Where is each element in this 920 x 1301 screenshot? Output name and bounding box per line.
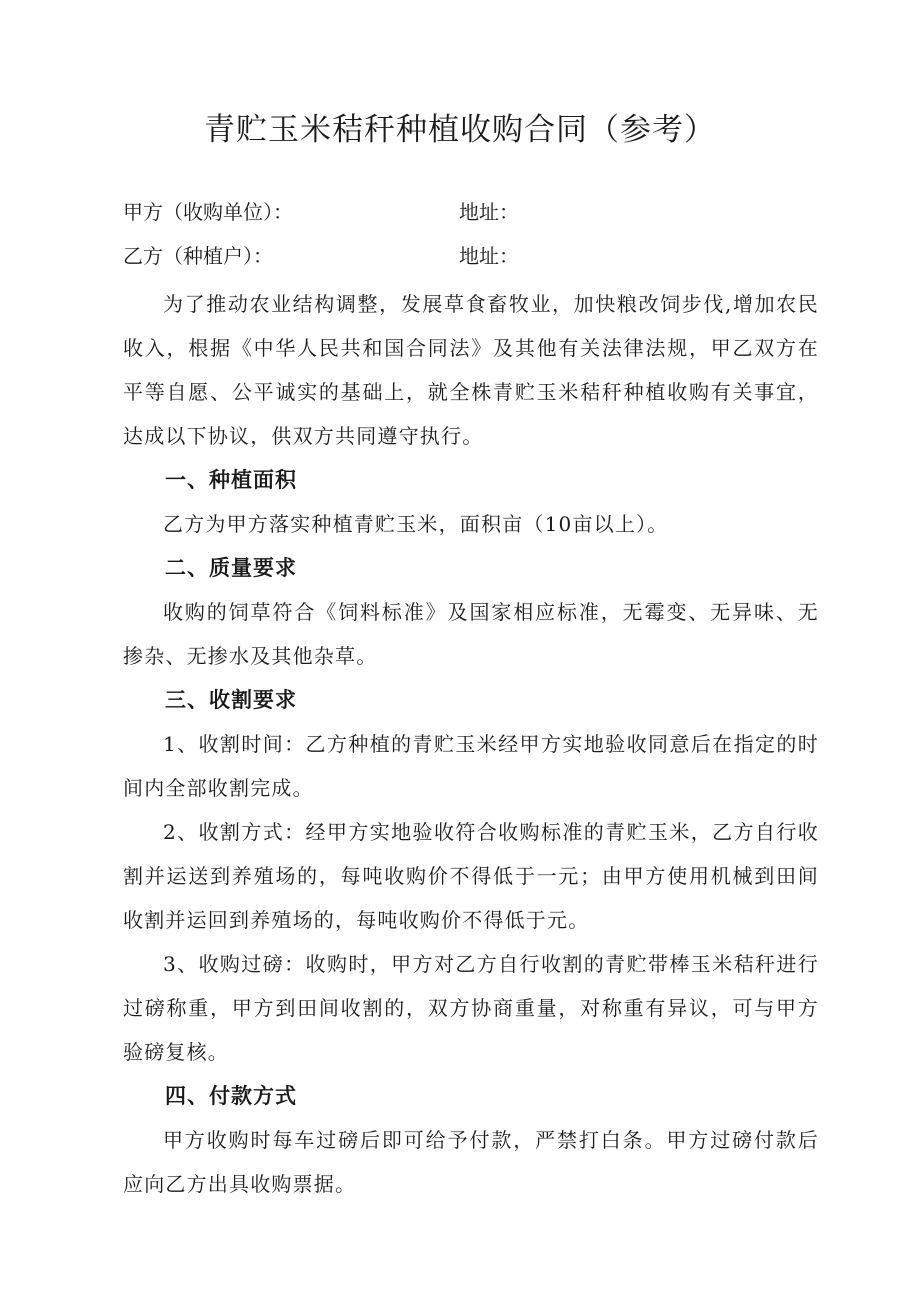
section-heading: 二、质量要求: [165, 556, 297, 580]
section-paragraph: 3、收购过磅：收购时，甲方对乙方自行收割的青贮带棒玉米秸秆进行过磅称重，甲方到田间收割的，双方协商重量，对称重有异议，可与甲方验磅复核。: [123, 952, 819, 1064]
party-a-row: [123, 195, 823, 229]
section-quality-requirements: [123, 546, 819, 678]
section-paragraph: 乙方为甲方落实种植青贮玉米，面积亩（10亩以上）。: [163, 512, 669, 536]
contract-body: [123, 282, 819, 1206]
party-b-address-label: 地址：: [459, 244, 519, 268]
section-harvest-requirements: [123, 678, 819, 1074]
section-paragraph: 收购的饲草符合《饲料标准》及国家相应标准，无霉变、无异味、无掺杂、无掺水及其他杂草。: [123, 600, 819, 668]
section-heading: 一、种植面积: [165, 468, 297, 492]
section-planting-area: [123, 458, 819, 546]
party-b-label: 乙方（种植户）：: [123, 244, 273, 268]
party-a-address-label: 地址：: [459, 200, 519, 224]
document-title: 青贮玉米秸秆种植收购合同（参考）: [204, 112, 716, 148]
section-paragraph: 2、收割方式：经甲方实地验收符合收购标准的青贮玉米，乙方自行收割并运送到养殖场的，每吨收购价不得低于一元；由甲方使用机械到田间收割并运回到养殖场的，每吨收购价不得低于元。: [123, 820, 819, 932]
section-heading: 四、付款方式: [165, 1084, 297, 1108]
section-paragraph: 1、收割时间：乙方种植的青贮玉米经甲方实地验收同意后在指定的时间内全部收割完成。: [123, 732, 819, 800]
party-a-label: 甲方（收购单位）：: [123, 200, 293, 224]
section-payment-method: [123, 1074, 819, 1206]
party-b-row: [123, 239, 823, 273]
section-paragraph: 甲方收购时每车过磅后即可给予付款，严禁打白条。甲方过磅付款后应向乙方出具收购票据。: [123, 1128, 819, 1196]
section-heading: 三、收割要求: [165, 688, 297, 712]
preamble-paragraph: 为了推动农业结构调整，发展草食畜牧业，加快粮改饲步伐,增加农民收入，根据《中华人民共和国合同法》及其他有关法律法规，甲乙双方在平等自愿、公平诚实的基础上，就全株青贮玉米秸秆种植收购有关事宜，达成以下协议，供双方共同遵守执行。: [123, 292, 819, 448]
